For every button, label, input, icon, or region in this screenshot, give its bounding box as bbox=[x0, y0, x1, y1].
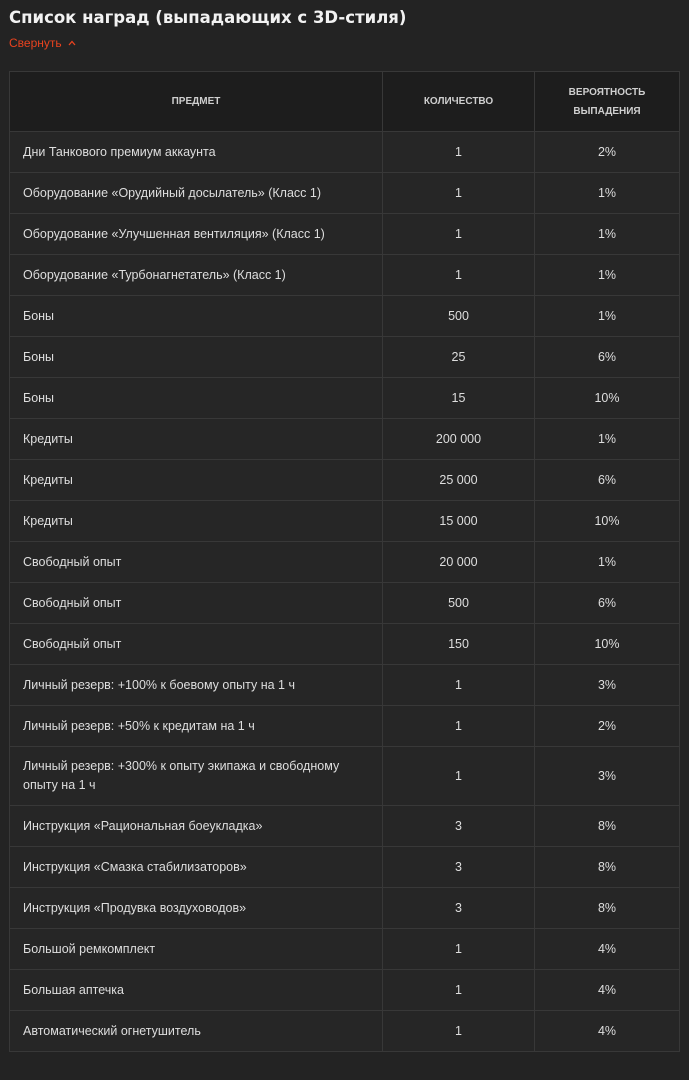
cell-probability: 3% bbox=[535, 747, 680, 806]
cell-item: Кредиты bbox=[10, 419, 383, 460]
cell-item: Дни Танкового премиум аккаунта bbox=[10, 132, 383, 173]
cell-probability: 10% bbox=[535, 624, 680, 665]
cell-quantity: 1 bbox=[383, 929, 535, 970]
table-row bbox=[10, 1011, 680, 1052]
cell-item: Большая аптечка bbox=[10, 970, 383, 1011]
rewards-table-container bbox=[9, 71, 679, 1052]
cell-quantity: 1 bbox=[383, 255, 535, 296]
cell-item: Инструкция «Рациональная боеукладка» bbox=[10, 806, 383, 847]
cell-quantity: 3 bbox=[383, 806, 535, 847]
cell-item: Личный резерв: +50% к кредитам на 1 ч bbox=[10, 706, 383, 747]
cell-quantity: 150 bbox=[383, 624, 535, 665]
cell-quantity: 1 bbox=[383, 747, 535, 806]
chevron-up-icon bbox=[68, 39, 76, 47]
cell-probability: 1% bbox=[535, 542, 680, 583]
cell-probability: 2% bbox=[535, 706, 680, 747]
table-row bbox=[10, 460, 680, 501]
cell-item: Инструкция «Продувка воздуховодов» bbox=[10, 888, 383, 929]
cell-quantity: 3 bbox=[383, 847, 535, 888]
table-row bbox=[10, 419, 680, 460]
cell-quantity: 1 bbox=[383, 970, 535, 1011]
table-row bbox=[10, 970, 680, 1011]
table-row bbox=[10, 583, 680, 624]
cell-probability: 4% bbox=[535, 1011, 680, 1052]
cell-quantity: 25 000 bbox=[383, 460, 535, 501]
cell-probability: 8% bbox=[535, 847, 680, 888]
header-probability: ВЕРОЯТНОСТЬ ВЫПАДЕНИЯ bbox=[535, 72, 680, 132]
cell-probability: 10% bbox=[535, 501, 680, 542]
table-row bbox=[10, 542, 680, 583]
cell-probability: 4% bbox=[535, 929, 680, 970]
cell-item: Кредиты bbox=[10, 501, 383, 542]
cell-probability: 3% bbox=[535, 665, 680, 706]
cell-quantity: 15 000 bbox=[383, 501, 535, 542]
cell-item: Оборудование «Улучшенная вентиляция» (Класс 1) bbox=[10, 214, 383, 255]
page-title: Список наград (выпадающих с 3D-стиля) bbox=[9, 8, 407, 27]
cell-item: Боны bbox=[10, 337, 383, 378]
table-row bbox=[10, 624, 680, 665]
table-row bbox=[10, 929, 680, 970]
cell-quantity: 200 000 bbox=[383, 419, 535, 460]
cell-quantity: 1 bbox=[383, 665, 535, 706]
cell-probability: 8% bbox=[535, 806, 680, 847]
table-row bbox=[10, 747, 680, 806]
cell-item: Оборудование «Турбонагнетатель» (Класс 1) bbox=[10, 255, 383, 296]
table-row bbox=[10, 255, 680, 296]
cell-item: Автоматический огнетушитель bbox=[10, 1011, 383, 1052]
cell-item: Большой ремкомплект bbox=[10, 929, 383, 970]
cell-item: Свободный опыт bbox=[10, 624, 383, 665]
cell-probability: 2% bbox=[535, 132, 680, 173]
cell-probability: 4% bbox=[535, 970, 680, 1011]
cell-quantity: 25 bbox=[383, 337, 535, 378]
cell-probability: 8% bbox=[535, 888, 680, 929]
cell-probability: 6% bbox=[535, 460, 680, 501]
cell-quantity: 15 bbox=[383, 378, 535, 419]
cell-quantity: 500 bbox=[383, 583, 535, 624]
cell-probability: 1% bbox=[535, 419, 680, 460]
table-row bbox=[10, 378, 680, 419]
cell-probability: 1% bbox=[535, 255, 680, 296]
cell-probability: 10% bbox=[535, 378, 680, 419]
cell-probability: 1% bbox=[535, 214, 680, 255]
cell-quantity: 1 bbox=[383, 132, 535, 173]
cell-quantity: 1 bbox=[383, 214, 535, 255]
table-row bbox=[10, 501, 680, 542]
cell-item: Свободный опыт bbox=[10, 542, 383, 583]
cell-quantity: 1 bbox=[383, 173, 535, 214]
table-row bbox=[10, 706, 680, 747]
cell-probability: 1% bbox=[535, 173, 680, 214]
collapse-button[interactable] bbox=[9, 36, 76, 50]
cell-item: Боны bbox=[10, 378, 383, 419]
table-row bbox=[10, 847, 680, 888]
table-row bbox=[10, 296, 680, 337]
cell-quantity: 500 bbox=[383, 296, 535, 337]
table-row bbox=[10, 337, 680, 378]
cell-item: Личный резерв: +100% к боевому опыту на 1 ч bbox=[10, 665, 383, 706]
cell-quantity: 20 000 bbox=[383, 542, 535, 583]
table-row bbox=[10, 888, 680, 929]
table-row bbox=[10, 173, 680, 214]
cell-quantity: 1 bbox=[383, 1011, 535, 1052]
cell-probability: 6% bbox=[535, 583, 680, 624]
table-row bbox=[10, 132, 680, 173]
cell-probability: 6% bbox=[535, 337, 680, 378]
rewards-table bbox=[9, 71, 680, 1052]
header-item: ПРЕДМЕТ bbox=[10, 72, 383, 132]
table-row bbox=[10, 665, 680, 706]
cell-item: Свободный опыт bbox=[10, 583, 383, 624]
collapse-label: Свернуть bbox=[9, 36, 62, 50]
table-row bbox=[10, 806, 680, 847]
table-header-row bbox=[10, 72, 680, 132]
header-quantity: КОЛИЧЕСТВО bbox=[383, 72, 535, 132]
table-row bbox=[10, 214, 680, 255]
cell-probability: 1% bbox=[535, 296, 680, 337]
cell-item: Оборудование «Орудийный досылатель» (Класс 1) bbox=[10, 173, 383, 214]
cell-item: Кредиты bbox=[10, 460, 383, 501]
cell-quantity: 3 bbox=[383, 888, 535, 929]
cell-item: Боны bbox=[10, 296, 383, 337]
cell-item: Личный резерв: +300% к опыту экипажа и свободному опыту на 1 ч bbox=[10, 747, 383, 806]
cell-quantity: 1 bbox=[383, 706, 535, 747]
cell-item: Инструкция «Смазка стабилизаторов» bbox=[10, 847, 383, 888]
